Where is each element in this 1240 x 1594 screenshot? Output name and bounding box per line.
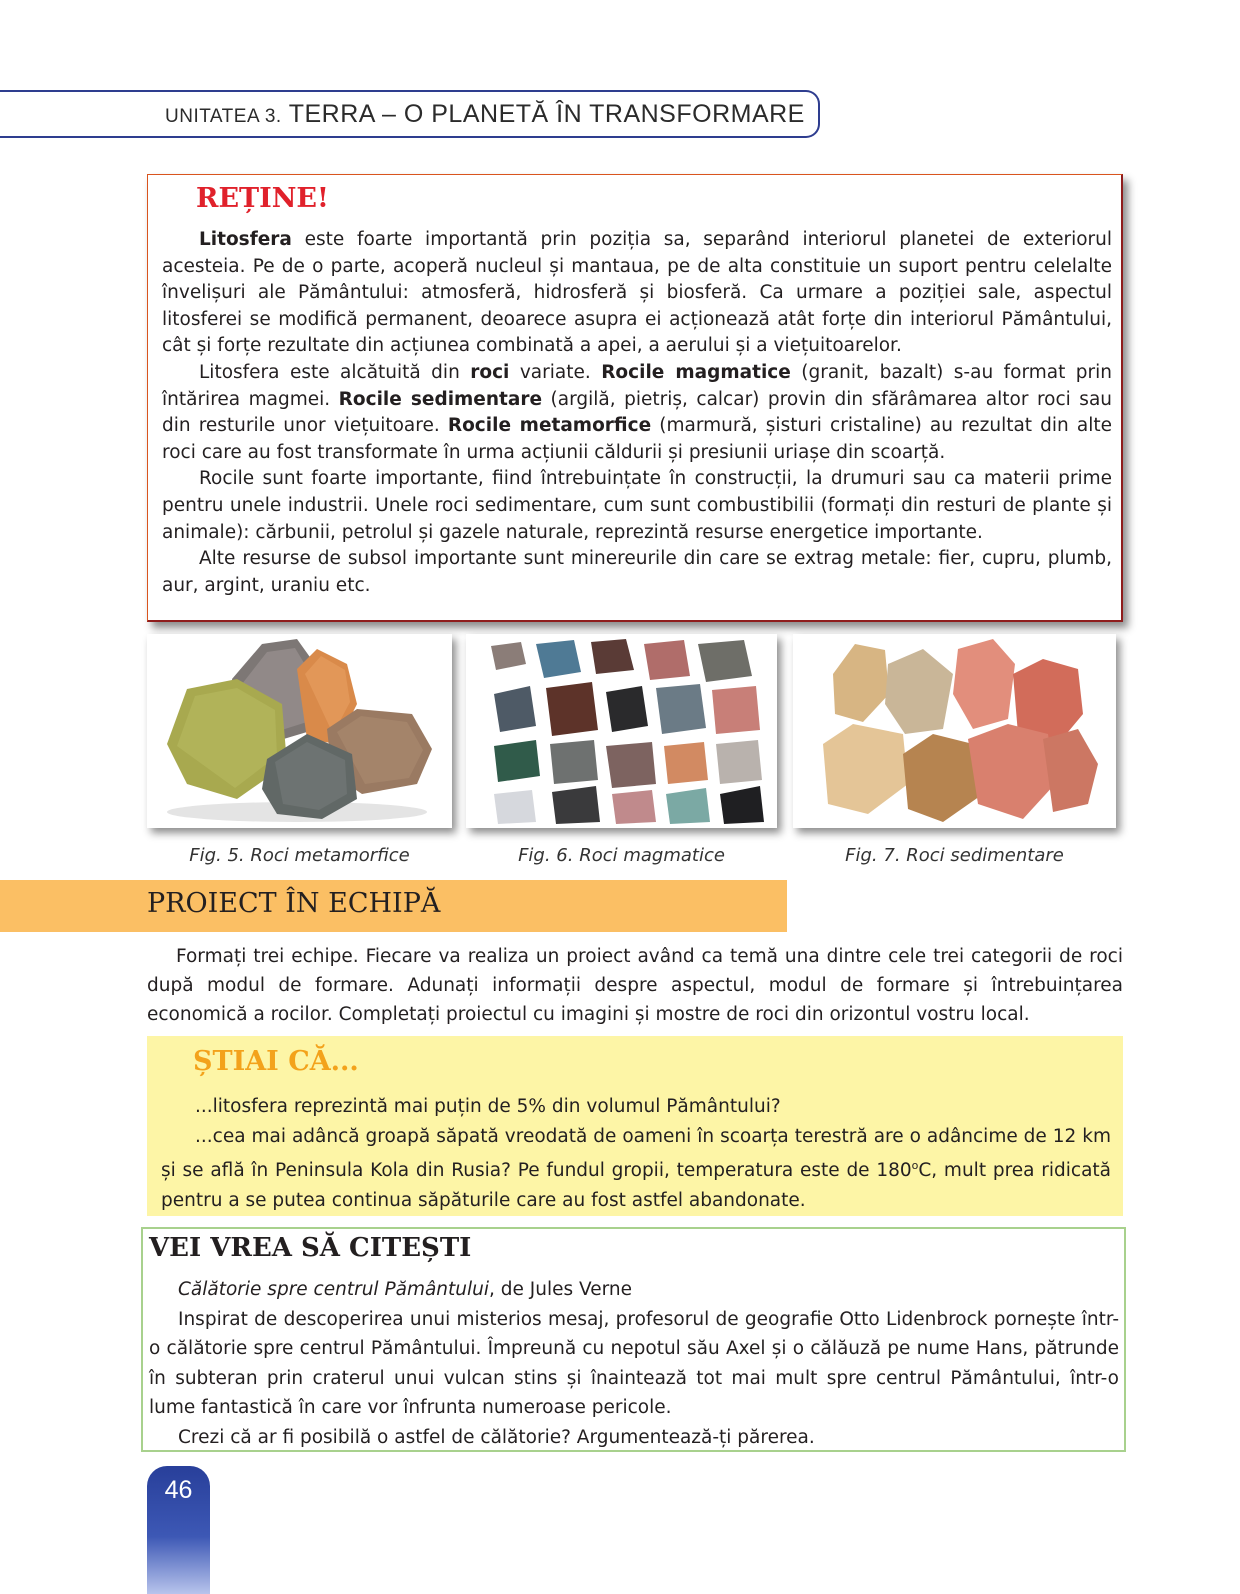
retine-p2-t4: (argilă, pietriș, calcar) provin din sfărâmarea altor roci sau din resturile unor viețuitoare. bbox=[162, 388, 1113, 437]
stiai-p2-after: C, mult prea ridicată pentru a se putea continua săpăturile care au fost astfel abandonate. bbox=[161, 1160, 1111, 1211]
book-title: Călătorie spre centrul Pământului bbox=[178, 1279, 490, 1300]
page-number: 46 bbox=[164, 1476, 193, 1504]
unit-title: TERRA – O PLANETĂ ÎN TRANSFORMARE bbox=[288, 100, 805, 128]
proiect-body bbox=[147, 942, 1123, 1029]
term-rocile-metamorfice: Rocile metamorfice bbox=[447, 415, 652, 437]
stiai-paragraph-2 bbox=[161, 1122, 1111, 1216]
retine-title: REȚINE! bbox=[196, 183, 329, 214]
retine-p2-t3: (granit, bazalt) s-au format prin întărirea magmei. bbox=[162, 361, 1112, 410]
retine-paragraph-3: Rocile sunt foarte importante, fiind întrebuințate în construcții, la drumuri sau ca materii prime pentru unele industrii. Unele roci sedimentare, cum sunt combustibilii (formați din resturi de plante și animale): cărbunii, petrolul și gazele naturale, reprezintă resurse energetice importante. bbox=[162, 468, 1112, 543]
figure-7-caption: Fig. 7. Roci sedimentare bbox=[845, 845, 1064, 866]
figure-6-caption: Fig. 6. Roci magmatice bbox=[518, 845, 725, 866]
retine-paragraph-1 bbox=[162, 227, 1112, 360]
vei-paragraph-3: Crezi că ar fi posibilă o astfel de călătorie? Argumentează-ți părerea. bbox=[178, 1426, 815, 1448]
term-litosfera: Litosfera bbox=[199, 229, 292, 250]
page-number-tab bbox=[147, 1466, 210, 1594]
stiai-ca-body bbox=[161, 1092, 1111, 1215]
term-rocile-magmatice: Rocile magmatice bbox=[601, 361, 791, 383]
retine-paragraph-2 bbox=[162, 360, 1112, 466]
term-roci: roci bbox=[470, 361, 510, 383]
figure-igneous-rocks bbox=[466, 634, 777, 828]
retine-p2-t5: (marmură, șisturi cristaline) au rezultat din alte roci care au fost transformate în urma acțiunii căldurii și presiunii uriașe din scoarță. bbox=[162, 415, 1112, 463]
sedimentary-rocks-image bbox=[793, 634, 1116, 828]
degree-symbol: o bbox=[911, 1159, 919, 1172]
book-reference bbox=[149, 1275, 1119, 1305]
term-rocile-sedimentare: Rocile sedimentare bbox=[338, 388, 543, 410]
book-author: , de Jules Verne bbox=[489, 1279, 632, 1300]
proiect-title: PROIECT ÎN ECHIPĂ bbox=[147, 888, 441, 919]
vei-vrea-sa-citesti-box bbox=[141, 1227, 1126, 1452]
retine-paragraph-4: Alte resurse de subsol importante sunt minereurile din care se extrag metale: fier, cupru, plumb, aur, argint, uraniu etc. bbox=[162, 548, 1112, 596]
vei-vrea-title: VEI VREA SĂ CITEȘTI bbox=[149, 1233, 472, 1263]
unit-label: UNITATEA 3. bbox=[165, 106, 282, 127]
figure-metamorphic-rocks bbox=[147, 634, 452, 828]
stiai-p2-before: ...cea mai adâncă groapă săpată vreodată de oameni în scoarța terestră are o adâncime de 12 km și se află în Peninsula Kola din Rusia? Pe fundul gropii, temperatura este de 180 bbox=[161, 1125, 1111, 1182]
unit-header-text bbox=[165, 100, 805, 129]
vei-paragraph-2: Inspirat de descoperirea unui misterios mesaj, profesorul de geografie Otto Lidenbrock pornește într-o călătorie spre centrul Pământului. Împreună cu nepotul său Axel și o călăuză pe nume Hans, pătrunde în subteran prin craterul unui vulcan stins și înaintează tot mai mult spre centrul Pământului, într-o lume fantastică în care vor înfrunta numeroase pericole. bbox=[149, 1308, 1119, 1418]
proiect-header-bar bbox=[0, 880, 787, 932]
retine-p2-t2: variate. bbox=[509, 361, 602, 383]
retine-body bbox=[162, 227, 1112, 599]
proiect-text: Formați trei echipe. Fiecare va realiza un proiect având ca temă una dintre cele trei categorii de roci după modul de formare. Adunați informații despre aspectul, modul de formare și întrebuințarea economică a rocilor. Completați proiectul cu imagini și mostre de roci din orizontul vostru local. bbox=[147, 946, 1123, 1025]
unit-header bbox=[0, 90, 820, 138]
figure-sedimentary-rocks bbox=[793, 634, 1116, 828]
vei-vrea-body bbox=[149, 1275, 1119, 1452]
figure-5-caption: Fig. 5. Roci metamorfice bbox=[189, 845, 410, 866]
retine-p2-t1: Litosfera este alcătuită din bbox=[199, 361, 471, 383]
stiai-ca-box bbox=[147, 1036, 1123, 1216]
retine-box bbox=[147, 174, 1123, 622]
igneous-rocks-image bbox=[466, 634, 777, 828]
metamorphic-rocks-image bbox=[147, 634, 452, 828]
stiai-ca-title: ȘTIAI CĂ... bbox=[193, 1046, 359, 1077]
stiai-paragraph-1: ...litosfera reprezintă mai puțin de 5% din volumul Pământului? bbox=[195, 1096, 781, 1117]
retine-p1-text: este foarte importantă prin poziția sa, separând interiorul planetei de exteriorul acesteia. Pe de o parte, acoperă nucleul și mantaua, pe de alta constituie un suport pentru celelalte învelișuri ale Pământului: atmosferă, hidrosferă și biosferă. Ca urmare a poziției sale, aspectul litosferei se modifică permanent, deoarece asupra ei acționează atât forțe din interiorul Pământului, cât și forțe rezultate din acțiunea combinată a apei, a aerului și a viețuitoarelor. bbox=[162, 229, 1112, 357]
